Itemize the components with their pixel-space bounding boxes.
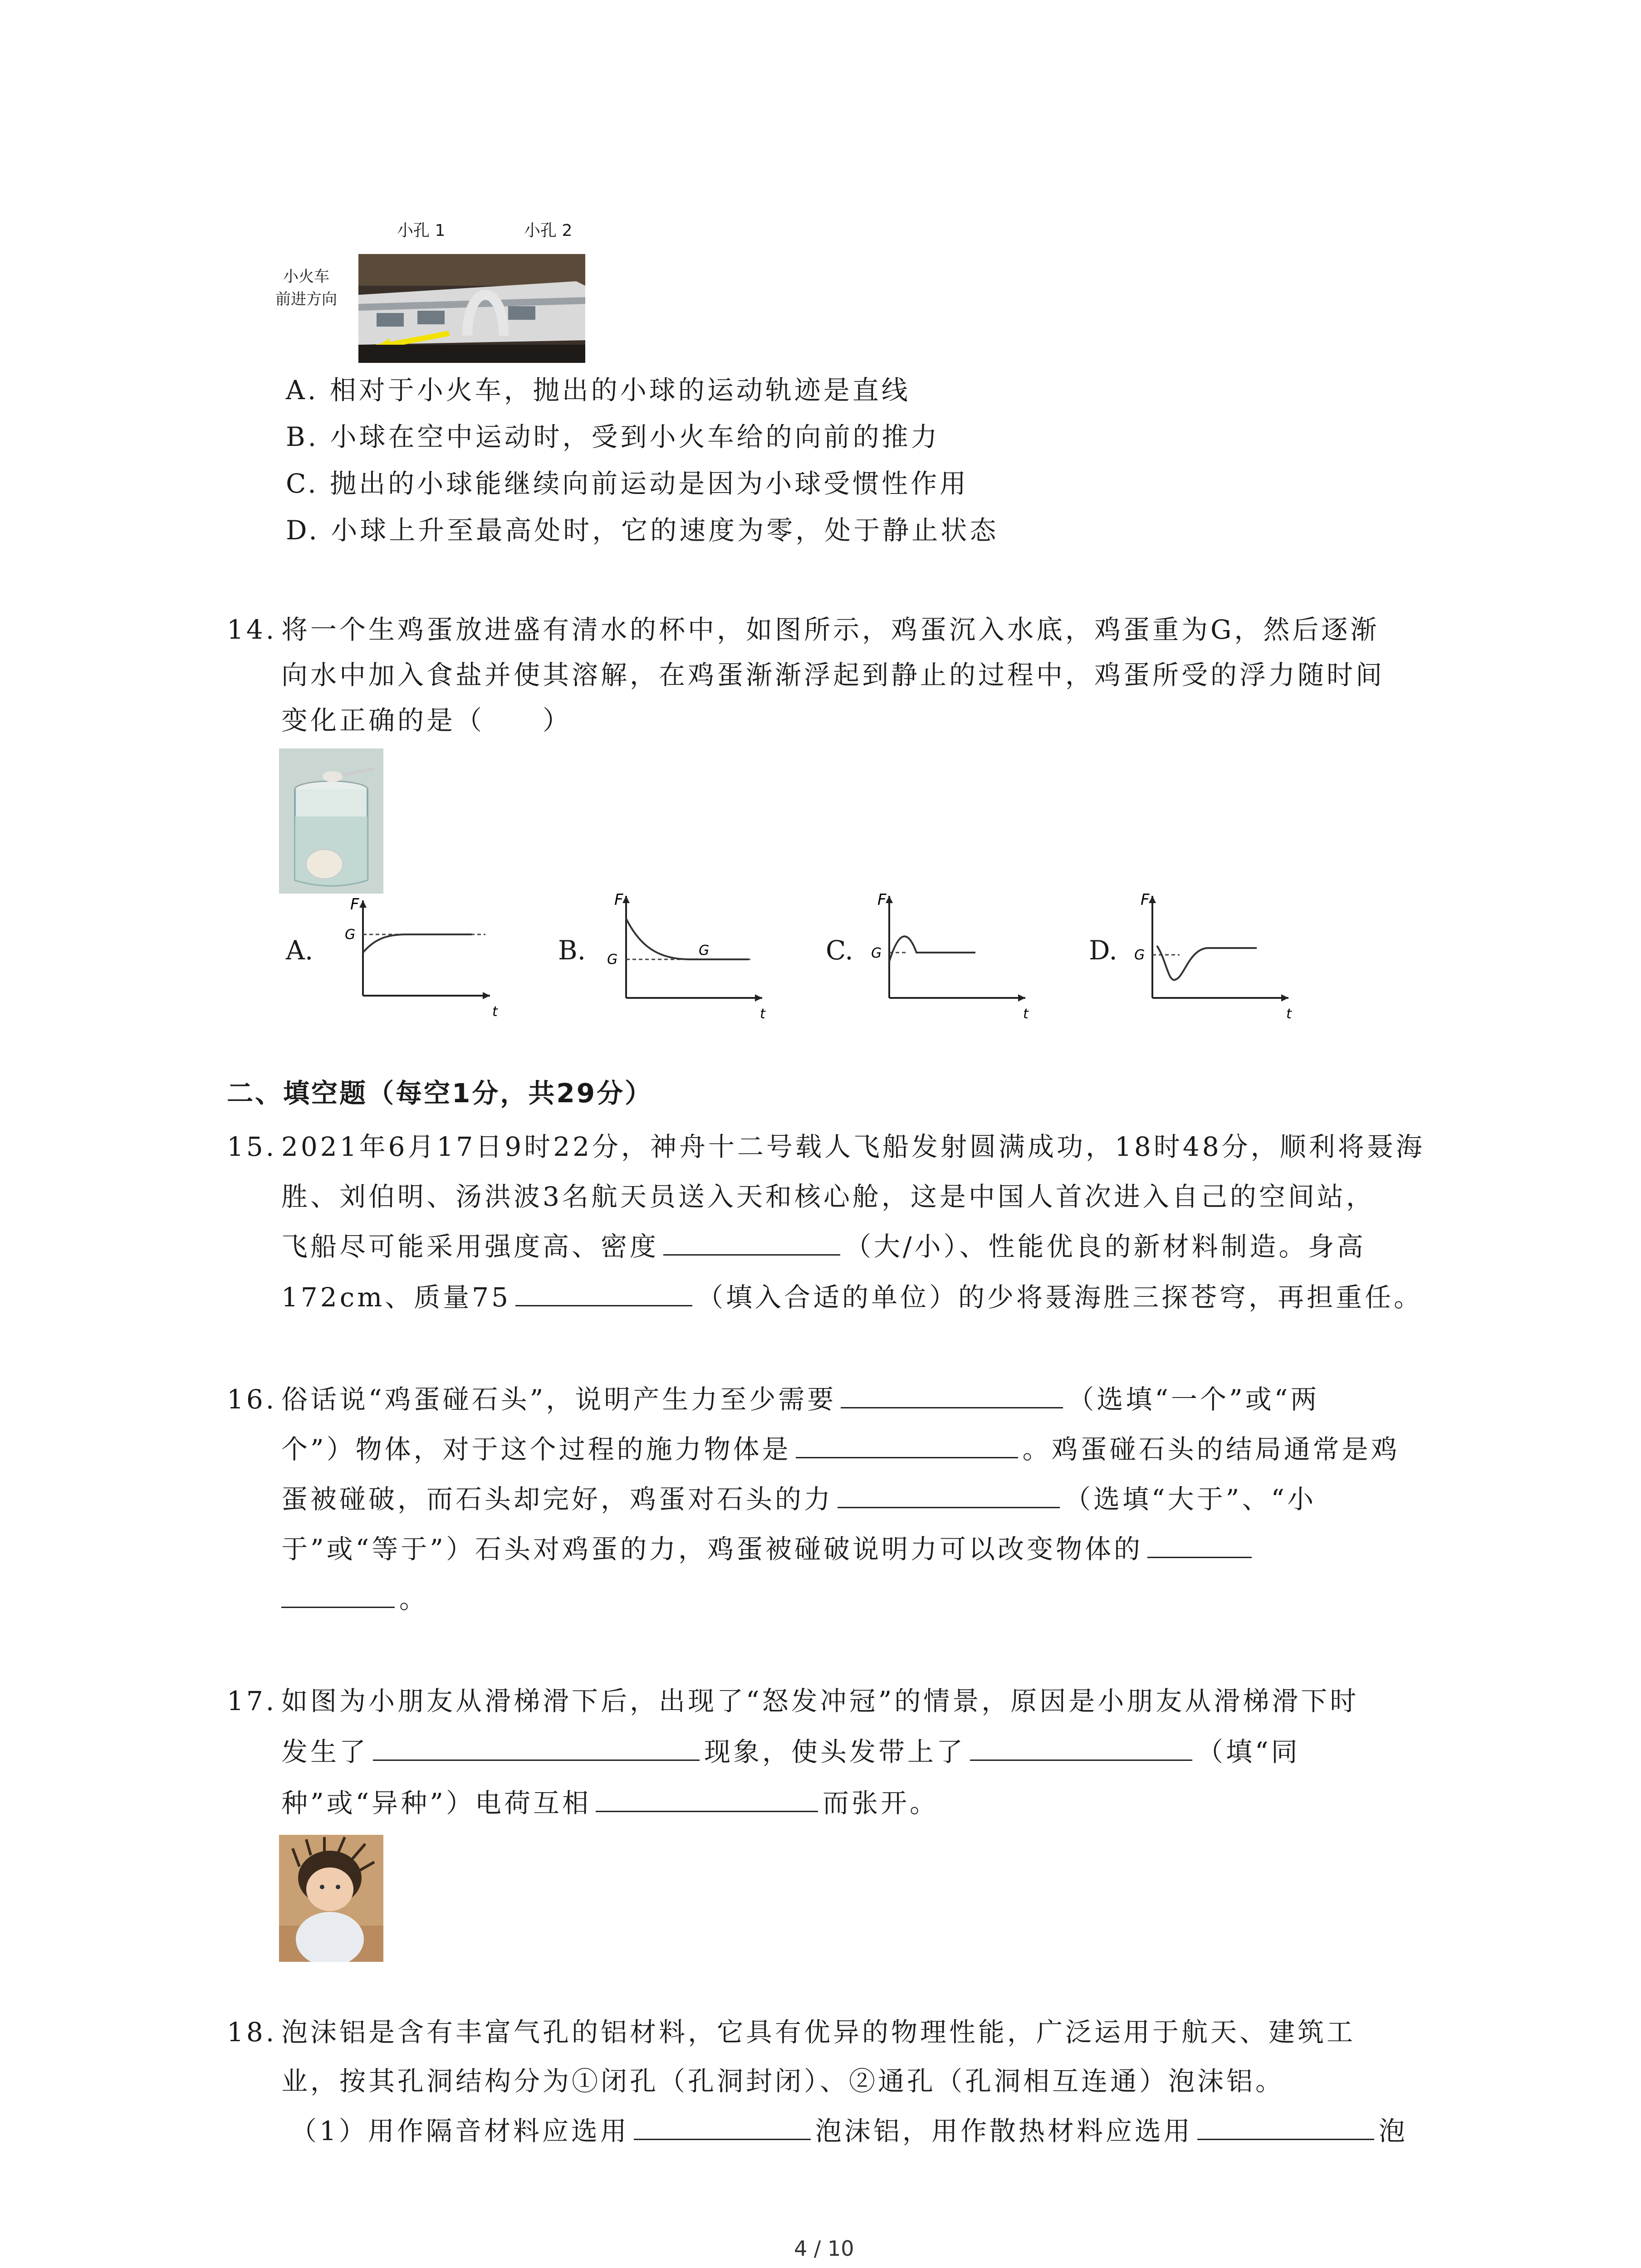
q17-blank-phenomenon[interactable]	[373, 1734, 700, 1761]
egg-cup-illustration	[279, 748, 383, 894]
q16-line3b: （选填“大于”、“小	[1064, 1484, 1316, 1515]
q15-line4a: 172cm、质量75	[281, 1282, 511, 1313]
q18-line3b: 泡沫铝，用作散热材料应选用	[815, 2116, 1193, 2146]
page-number: 4 / 10	[794, 2236, 854, 2261]
graph-b-g: G	[607, 952, 618, 968]
q18-line2: 业，按其孔洞结构分为①闭孔（孔洞封闭）、②通孔（孔洞相互连通）泡沫铝。	[281, 2066, 1285, 2097]
graph-b-label: B.	[558, 935, 586, 966]
graph-option-c	[826, 891, 1043, 1023]
q16-blank-count[interactable]	[841, 1382, 1063, 1408]
graph-option-a	[281, 891, 499, 1023]
graph-a-label: A.	[286, 935, 314, 966]
graph-option-b	[554, 891, 771, 1023]
q14-line2: 向水中加入食盐并使其溶解，在鸡蛋渐渐浮起到静止的过程中，鸡蛋所受的浮力随时间	[281, 660, 1385, 690]
q16-blank-effect-a[interactable]	[1147, 1531, 1252, 1558]
q15-blank-density[interactable]	[663, 1229, 840, 1256]
q16-line4a: 于”或“等于”）石头对鸡蛋的力，鸡蛋被碰破说明力可以改变物体的	[281, 1534, 1143, 1564]
q16-line1	[281, 1381, 1319, 1418]
q17-line2b: 现象，使头发带上了	[704, 1736, 966, 1767]
q17-line3a: 种”或“异种”）电荷互相	[281, 1788, 591, 1818]
graph-d-plot	[1125, 891, 1298, 1023]
q16-line3	[281, 1481, 1316, 1517]
graph-a-plot	[336, 891, 499, 1023]
q16-line3a: 蛋被碰破，而石头却完好，鸡蛋对石头的力	[281, 1484, 833, 1515]
q17-line2a: 发生了	[281, 1736, 369, 1767]
q16-line1b: （选填“一个”或“两	[1068, 1384, 1320, 1415]
q18-line3c: 泡	[1378, 2116, 1408, 2146]
graph-c-f: F	[877, 891, 887, 909]
train-photo	[358, 254, 585, 363]
q17-line3	[281, 1785, 939, 1821]
graph-d-label: D.	[1089, 935, 1117, 966]
hole1-label: 小孔 1	[397, 221, 446, 240]
q18-blank-heat[interactable]	[1197, 2113, 1374, 2140]
graph-d-f: F	[1141, 891, 1150, 909]
q15-blank-unit[interactable]	[515, 1280, 692, 1306]
baby-illustration	[279, 1835, 383, 1962]
q16-blank-agent[interactable]	[796, 1432, 1018, 1458]
baby-photo	[279, 1835, 383, 1962]
graph-b-t: t	[760, 1006, 765, 1022]
q14-line1: 将一个生鸡蛋放进盛有清水的杯中，如图所示，鸡蛋沉入水底，鸡蛋重为G，然后逐渐	[281, 614, 1380, 645]
q15-line1: 2021年6月17日9时22分，神舟十二号载人飞船发射圆满成功，18时48分，顺利将聂海	[281, 1131, 1425, 1162]
graph-c-label: C.	[826, 935, 853, 966]
graph-c-t: t	[1023, 1006, 1029, 1022]
q13-option-a: A. 相对于小火车，抛出的小球的运动轨迹是直线	[286, 375, 911, 406]
q14-line3: 变化正确的是（ ）	[281, 705, 572, 736]
q16-line4	[281, 1531, 1256, 1567]
q18-line3	[290, 2113, 1408, 2149]
train-figure	[272, 213, 599, 363]
graph-d-g: G	[1134, 947, 1145, 963]
egg-cup-photo	[279, 748, 383, 894]
q15-line2: 胜、刘伯明、汤洪波3名航天员送入天和核心舱，这是中国人首次进入自己的空间站，	[281, 1181, 1375, 1212]
q13-option-b: B. 小球在空中运动时，受到小火车给的向前的推力	[286, 421, 940, 452]
q15-line3b: （大/小）、性能优良的新材料制造。身高	[845, 1231, 1366, 1262]
q15-number: 15.	[227, 1131, 277, 1162]
q16-blank-effect-b[interactable]	[281, 1581, 395, 1608]
graph-a-t: t	[492, 1004, 498, 1020]
q15-line4b: （填入合适的单位）的少将聂海胜三探苍穹，再担重任。	[697, 1282, 1423, 1313]
q18-number: 18.	[227, 2017, 277, 2048]
graph-b-f: F	[614, 891, 623, 909]
q18-line1: 泡沫铝是含有丰富气孔的铝材料，它具有优异的物理性能，广泛运用于航天、建筑工	[281, 2017, 1356, 2048]
q17-line2	[281, 1734, 1300, 1770]
graph-b-g2: G	[699, 943, 710, 958]
q17-line3b: 而张开。	[822, 1788, 939, 1818]
q16-line2b: 。鸡蛋碰石头的结局通常是鸡	[1022, 1434, 1400, 1465]
graph-d-t: t	[1286, 1006, 1292, 1022]
graph-b-plot	[599, 891, 771, 1023]
q16-line1a: 俗话说“鸡蛋碰石头”，说明产生力至少需要	[281, 1384, 837, 1415]
q16-number: 16.	[227, 1384, 277, 1415]
q15-line4	[281, 1279, 1423, 1315]
q16-line5-end: 。	[399, 1584, 429, 1614]
q17-number: 17.	[227, 1686, 277, 1716]
q14-number: 14.	[227, 614, 277, 645]
q17-blank-charge[interactable]	[970, 1734, 1192, 1761]
graph-a-g: G	[345, 927, 356, 943]
graph-c-plot	[862, 891, 1034, 1023]
q13-option-d: D. 小球上升至最高处时，它的速度为零，处于静止状态	[286, 515, 999, 546]
q16-line2a: 个”）物体，对于这个过程的施力物体是	[281, 1434, 791, 1465]
q18-line3a: （1）用作隔音材料应选用	[290, 2116, 629, 2146]
graph-option-d	[1089, 891, 1307, 1023]
graph-a-f: F	[350, 895, 359, 914]
q17-line2c: （填“同	[1197, 1736, 1300, 1767]
q15-line3a: 飞船尽可能采用强度高、密度	[281, 1231, 659, 1262]
graph-c-g: G	[871, 945, 882, 961]
q17-blank-interaction[interactable]	[596, 1785, 818, 1812]
section2-title: 二、填空题（每空1分，共29分）	[227, 1078, 653, 1109]
hole2-label: 小孔 2	[524, 221, 573, 240]
q16-line2	[281, 1431, 1400, 1467]
direction-label: 小火车 前进方向	[275, 268, 337, 308]
q16-blank-compare[interactable]	[838, 1481, 1060, 1508]
q18-blank-sound[interactable]	[634, 2113, 811, 2140]
q16-line5	[281, 1581, 428, 1617]
train-illustration	[358, 254, 585, 363]
q17-line1: 如图为小朋友从滑梯滑下后，出现了“怒发冲冠”的情景，原因是小朋友从滑梯滑下时	[281, 1686, 1359, 1716]
q13-option-c: C. 抛出的小球能继续向前运动是因为小球受惯性作用	[286, 468, 969, 499]
q15-line3	[281, 1228, 1366, 1265]
